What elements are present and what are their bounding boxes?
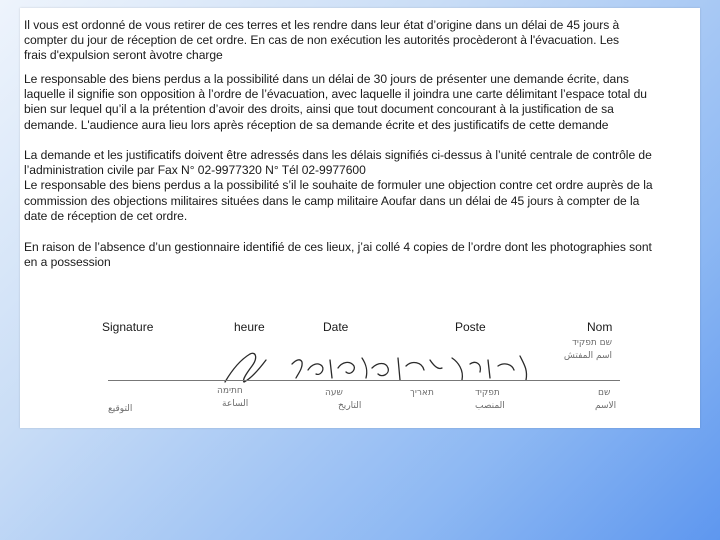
arabic-hour-label: الساعة [222, 399, 249, 409]
post-label: Poste [455, 320, 486, 334]
signature-label: Signature [102, 320, 154, 334]
hebrew-name-role-label: שם תפקיד [571, 338, 612, 348]
hebrew-hour-label: שעה [325, 388, 343, 398]
document-page [20, 8, 700, 428]
arabic-name-label: الاسم [595, 401, 617, 411]
paragraph-objection-request: Le responsable des biens perdus a la possibilité dans un délai de 30 jours de présenter une demande écrite, dans laquelle il signifie son opposition à l’ordre de l’évacuation, avec laquelle il joindra une carte délimitant l’espace total du bien sur lequel qu’il a la prétention d’avoir des droits, ainsi que tout document concourant à la justification de sa demande. L'audience aura lieu lors après réception de sa demande écrite et des justificatifs de cette demande [24, 72, 647, 132]
hebrew-signature-label: חתימה [217, 386, 243, 396]
name-label: Nom [587, 320, 613, 334]
arabic-signature-label: التوقيع [108, 404, 133, 414]
paragraph-order: Il vous est ordonné de vous retirer de ces terres et les rendre dans leur état d’origine dans un délai de 45 jours à compter du jour de réception de cet ordre. En cas de non exécution les autorités procèderont à l'évacuation. Les frais d'expulsion seront àvotre charge [24, 18, 620, 63]
hour-label: heure [234, 320, 265, 334]
paragraph-submission: La demande et les justificatifs doivent être adressés dans les délais signifiés ci-dessus à l’unité centrale de contrôle de l’administration civile par Fax N° 02-9977320 N° Tél 02-9977600 Le responsable des biens perdus a la possibilité s’il le souhaite de formuler une objection contre cet ordre auprès de la commission des objections militaires situées dans le camp militaire Aoufar dans un délai de 45 jours à compter de la date de réception de cet ordre. [24, 148, 653, 223]
arabic-inspector-label: اسم المفتش [563, 351, 612, 361]
hebrew-role-label: תפקיד [475, 388, 500, 398]
hebrew-date-label: תאריך [410, 388, 434, 398]
hebrew-name-label: שם [598, 388, 611, 398]
paragraph-posting: En raison de l’absence d’un gestionnaire identifié de ces lieux, j’ai collé 4 copies de l’ordre dont les photographies sont en a possession [24, 240, 652, 270]
handwritten-signature-and-date [20, 8, 700, 428]
arabic-date-label: التاريخ [338, 401, 362, 411]
arabic-role-label: المنصب [475, 401, 505, 411]
signature-line [108, 380, 620, 381]
date-label: Date [323, 320, 349, 334]
